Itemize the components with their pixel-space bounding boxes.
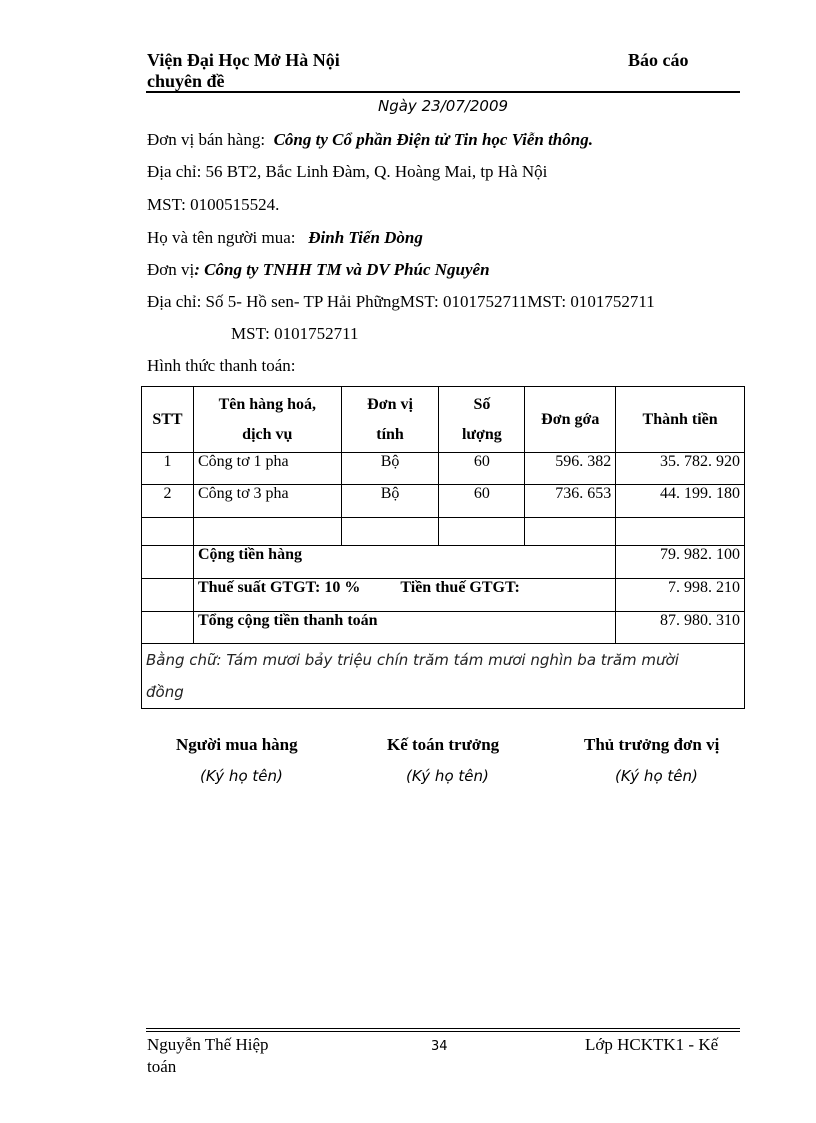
header-rule (146, 91, 740, 93)
buyer-address: Địa chỉ: Số 5- Hồ sen- TP Hải PhữngMST: 0101752711MST: 0101752711 (147, 292, 655, 311)
total-row (142, 612, 745, 644)
header-name: Tên hàng hoá, dịch vụ (193, 387, 341, 453)
cell-qty: 60 (439, 453, 525, 485)
cell-name: Công tơ 1 pha (193, 453, 341, 485)
vat-amount-label: Tiền thuế GTGT: (400, 579, 520, 596)
empty-row (142, 518, 745, 546)
footer-class: Lớp HCKTK1 - Kế (585, 1035, 719, 1054)
vat-row (142, 579, 745, 612)
header-institution: Viện Đại Học Mở Hà Nội (147, 50, 340, 70)
header-qty: Số lượng (439, 387, 525, 453)
header-subtitle: chuyên đề (147, 71, 225, 91)
signature-accountant-title: Kế toán trưởng (387, 735, 500, 754)
cell-unit: Bộ (341, 453, 439, 485)
cell-amount: 44. 199. 180 (616, 485, 745, 518)
seller-line (147, 130, 593, 150)
signature-accountant-note: (Ký họ tên) (406, 767, 489, 785)
table-row (142, 485, 745, 518)
signature-director-title: Thủ trưởng đơn vị (584, 735, 720, 754)
table-row (142, 453, 745, 485)
subtotal-value: 79. 982. 100 (616, 546, 745, 579)
in-words-row (142, 644, 745, 709)
cell-price: 736. 653 (525, 485, 616, 518)
cell-qty: 60 (439, 485, 525, 518)
vat-rate: Thuế suất GTGT: 10 % (197, 579, 361, 596)
subtotal-row (142, 546, 745, 579)
amount-in-words: Bằng chữ: Tám mươi bảy triệu chín trăm tám mươi nghìn ba trăm mười đồng (142, 644, 745, 709)
invoice-date: Ngày 23/07/2009 (378, 97, 509, 115)
page-number: 34 (431, 1039, 448, 1054)
header-report: Báo cáo (628, 50, 689, 70)
cell-unit: Bộ (341, 485, 439, 518)
seller-label: Đơn vị bán hàng: (147, 130, 266, 149)
signature-buyer-title: Người mua hàng (176, 735, 298, 754)
total-value: 87. 980. 310 (616, 612, 745, 644)
seller-tax-code: MST: 0100515524. (147, 195, 280, 214)
seller-address: Địa chỉ: 56 BT2, Bắc Linh Đàm, Q. Hoàng Mai, tp Hà Nội (147, 162, 548, 181)
total-label: Tổng cộng tiền thanh toán (193, 612, 615, 644)
buyer-tax-code: MST: 0101752711 (231, 324, 359, 343)
buyer-unit-name: : Công ty TNHH TM và DV Phúc Nguyên (194, 260, 490, 279)
footer-author: Nguyễn Thế Hiệp (147, 1035, 269, 1054)
buyer-unit-line (147, 260, 490, 280)
cell-stt: 1 (142, 453, 194, 485)
header-unit: Đơn vị tính (341, 387, 439, 453)
footer-subject: toán (147, 1057, 177, 1076)
buyer-name: Đinh Tiến Dòng (308, 228, 423, 247)
invoice-table (141, 386, 745, 709)
footer-rule-2 (146, 1031, 740, 1032)
cell-stt: 2 (142, 485, 194, 518)
header-stt: STT (142, 387, 194, 453)
vat-cell (193, 579, 615, 612)
subtotal-label: Cộng tiền hàng (193, 546, 615, 579)
buyer-unit-label: Đơn vị (147, 260, 195, 279)
cell-name: Công tơ 3 pha (193, 485, 341, 518)
header-amount: Thành tiền (616, 387, 745, 453)
cell-amount: 35. 782. 920 (616, 453, 745, 485)
vat-amount: 7. 998. 210 (616, 579, 745, 612)
footer-rule-1 (146, 1028, 740, 1029)
payment-method-label: Hình thức thanh toán: (147, 356, 296, 375)
cell-price: 596. 382 (525, 453, 616, 485)
seller-name: Công ty Cổ phần Điện tử Tin học Viễn thông. (273, 130, 593, 149)
buyer-line (147, 228, 423, 248)
table-header-row (142, 387, 745, 453)
signature-buyer-note: (Ký họ tên) (200, 767, 283, 785)
buyer-label: Họ và tên người mua: (147, 228, 296, 247)
signature-director-note: (Ký họ tên) (615, 767, 698, 785)
header-price: Đơn gớa (525, 387, 616, 453)
